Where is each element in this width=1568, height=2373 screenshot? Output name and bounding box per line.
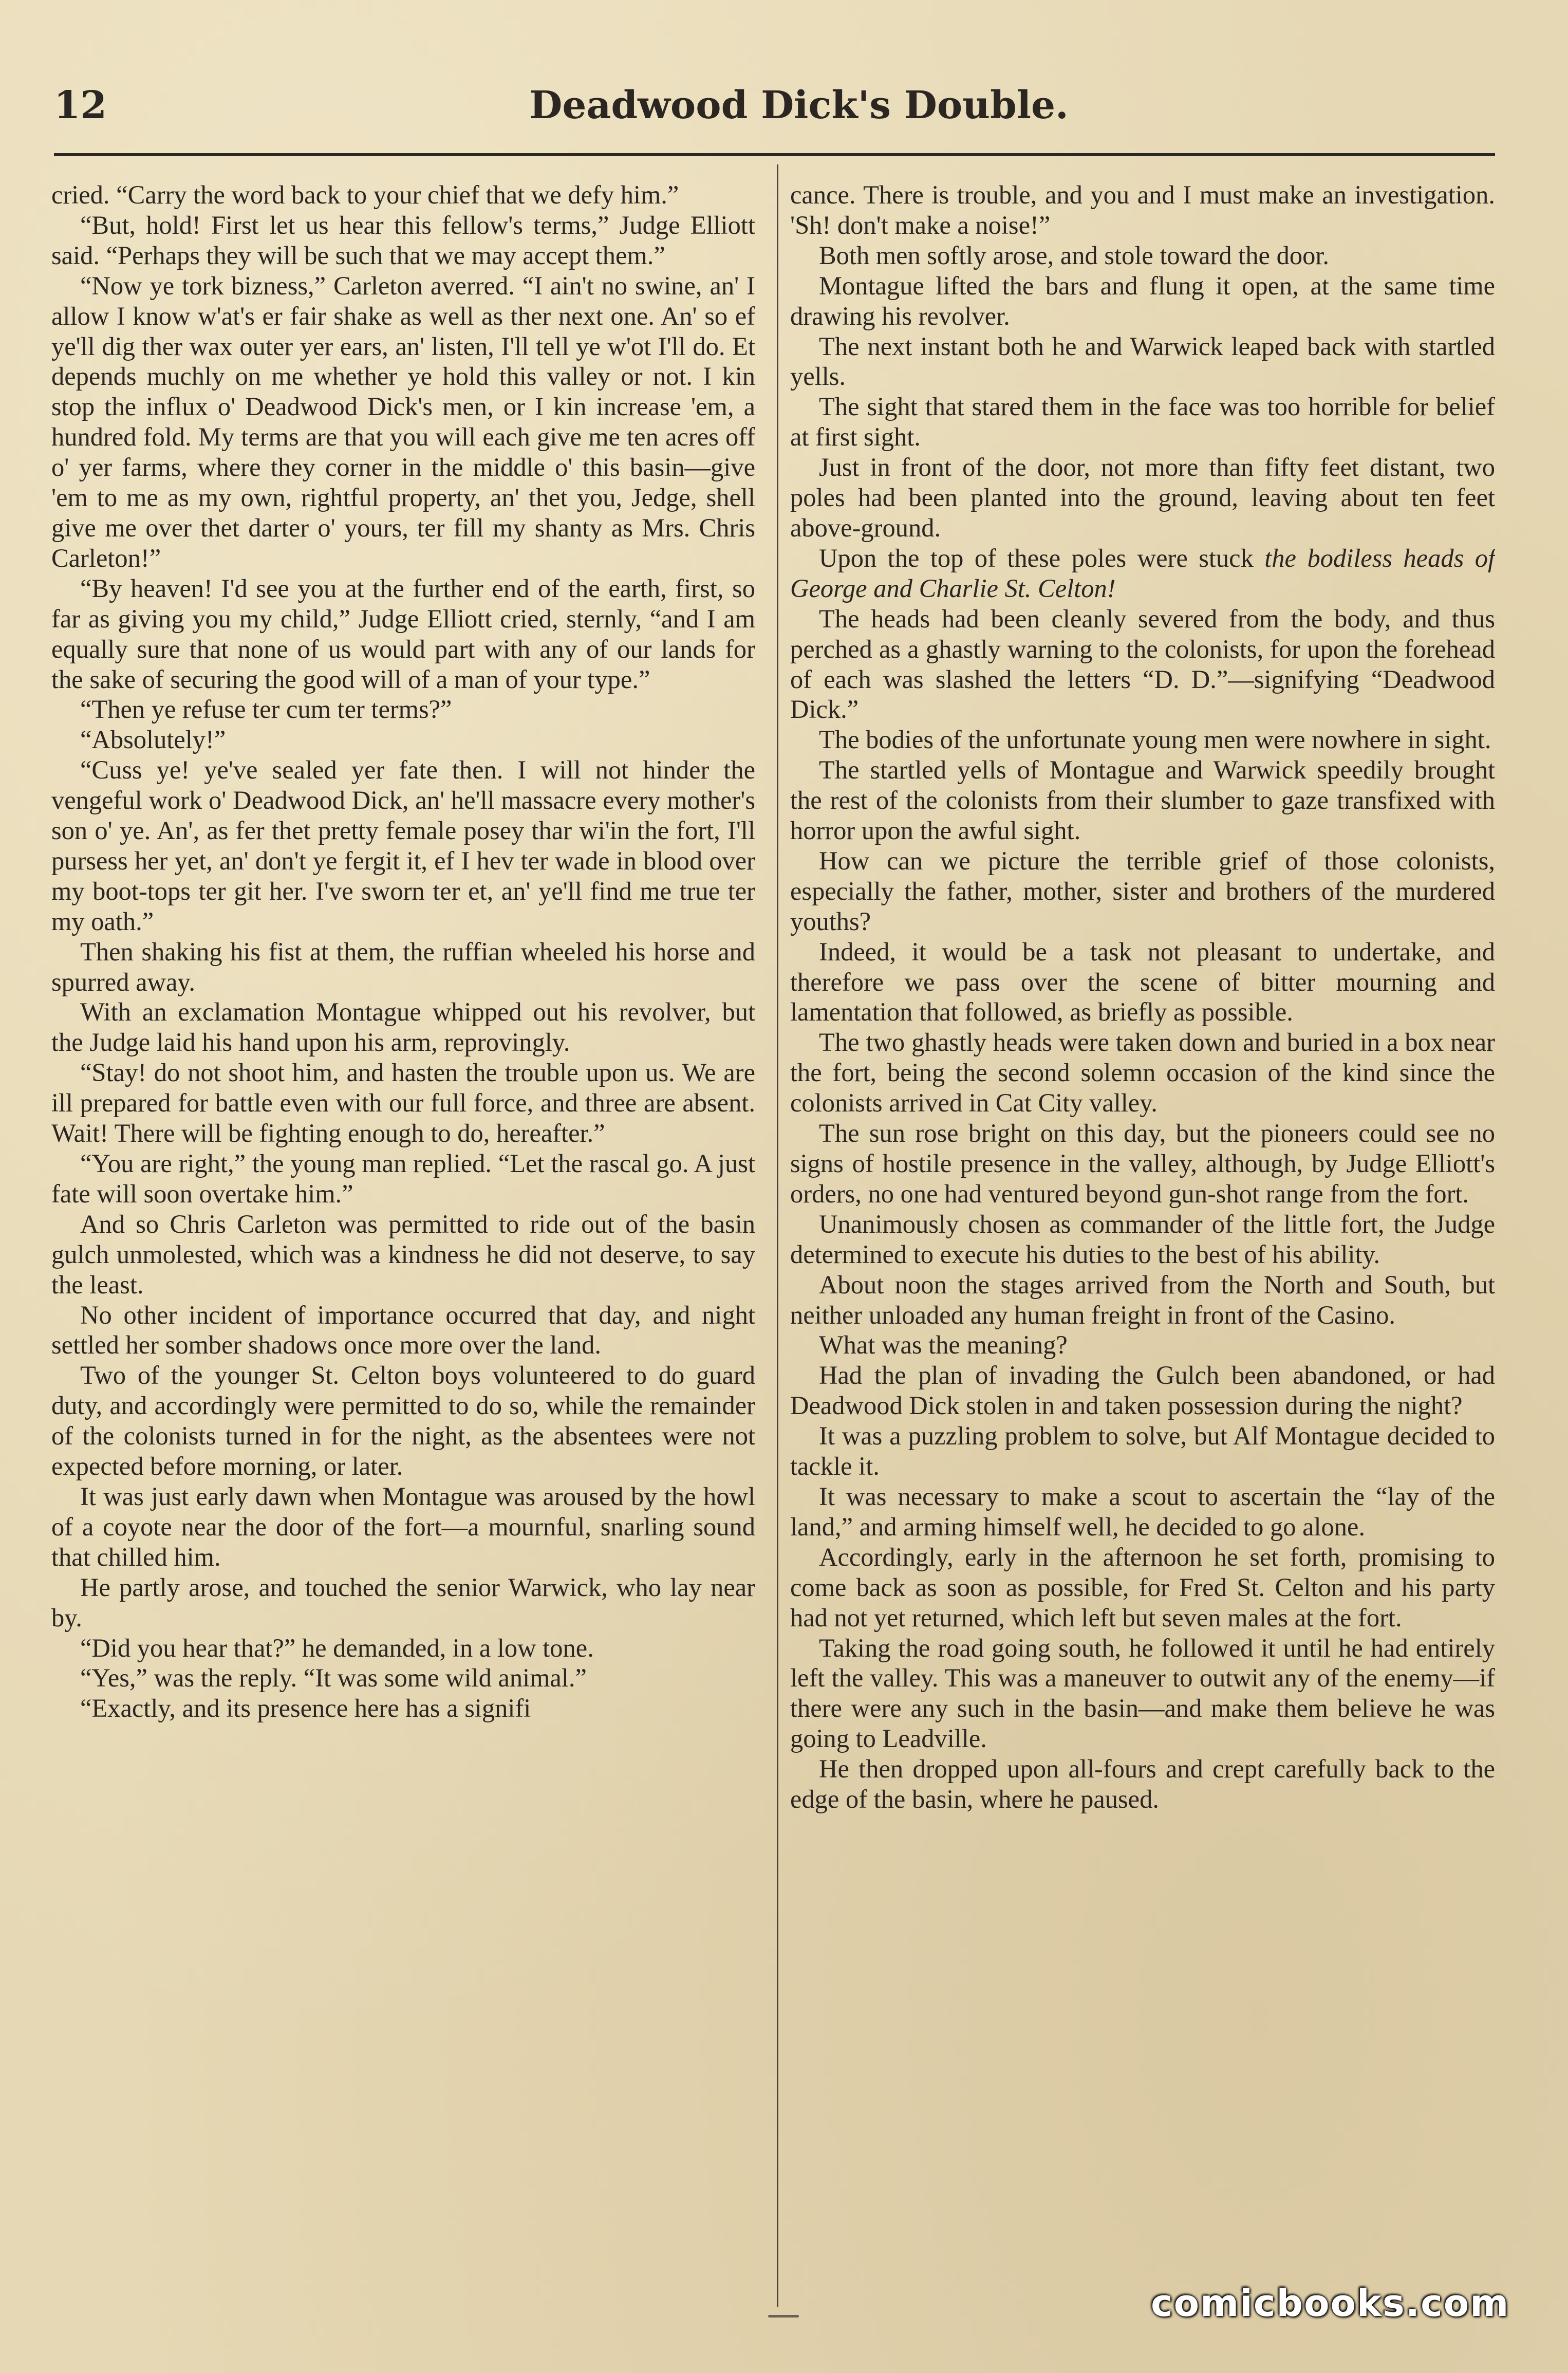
paragraph: “Did you hear that?” he demanded, in a low tone. <box>80 1633 594 1662</box>
paragraph: “Cuss ye! ye've sealed yer fate then. I will not hinder the vengeful work o' Deadwood Dick, an' he'll massacre every mother's son o' ye. An', as fer thet pretty female posey thar wi'in the fort, I'll pursess her yet, an' don't ye fergit it, ef I hev ter wade in blood over my boot-tops ter git her. I've sworn ter et, an' ye'll find me true ter my oath.” <box>51 755 755 936</box>
paragraph: “Now ye tork bizness,” Carleton averred. “I ain't no swine, an' I allow I know w'at's er fair shake as well as ther next one. An' so ef ye'll dig ther wax outer yer ears, an' listen, I'll tell ye w'ot I'll do. Et depends muchly on me whether ye hold this valley or not. I kin stop the influx o' Deadwood Dick's men, or I kin increase 'em, a hundred fold. My terms are that you will each give me ten acres off o' yer farms, where they corner in the middle o' this basin—give 'em to me as my own, rightful property, an' thet you, Jedge, shell give me over thet darter o' yours, ter fill my shanty as Mrs. Chris Carleton!” <box>51 271 755 572</box>
paragraph: The startled yells of Montague and Warwick speedily brought the rest of the colonists from their slumber to gaze transfixed with horror upon the awful sight. <box>790 755 1495 845</box>
page-header <box>0 0 1568 170</box>
paragraph: It was a puzzling problem to solve, but Alf Montague decided to tackle it. <box>790 1421 1495 1481</box>
paragraph: “Exactly, and its presence here has a signifi <box>80 1694 531 1723</box>
paragraph: The sight that stared them in the face was too horrible for belief at first sight. <box>790 392 1495 452</box>
paragraph: It was necessary to make a scout to ascertain the “lay of the land,” and arming himself well, he decided to go alone. <box>790 1481 1495 1541</box>
paragraph: He then dropped upon all-fours and crept carefully back to the edge of the basin, where he paused. <box>790 1754 1495 1814</box>
paragraph: What was the meaning? <box>819 1330 1068 1360</box>
paragraph: “Absolutely!” <box>80 725 226 754</box>
paragraph: Had the plan of invading the Gulch been abandoned, or had Deadwood Dick stolen in and taken possession during the night? <box>790 1361 1495 1420</box>
running-title: Deadwood Dick's Double. <box>529 83 1069 127</box>
footer-ornament <box>768 2315 799 2318</box>
paragraph: The bodies of the unfortunate young men were nowhere in sight. <box>819 725 1491 754</box>
paragraph: Accordingly, early in the afternoon he set forth, promising to come back as soon as possible, for Fred St. Celton and his party had not yet returned, which left but seven males at the fort. <box>790 1542 1495 1632</box>
paragraph: The two ghastly heads were taken down and buried in a box near the fort, being the second solemn occasion of the kind since the colonists arrived in Cat City valley. <box>790 1028 1495 1118</box>
page-number: 12 <box>54 83 107 127</box>
paragraph: “Yes,” was the reply. “It was some wild animal.” <box>80 1663 587 1693</box>
paragraph: cance. There is trouble, and you and I must make an investigation. 'Sh! don't make a noise!” <box>790 180 1495 239</box>
paragraph: He partly arose, and touched the senior Warwick, who lay near by. <box>51 1572 755 1632</box>
paragraph: The sun rose bright on this day, but the pioneers could see no signs of hostile presence in the valley, although, by Judge Elliott's orders, no one had ventured beyond gun-shot range from the fort. <box>790 1119 1495 1208</box>
header-rule <box>54 153 1495 156</box>
paragraph: No other incident of importance occurred that day, and night settled her somber shadows once more over the land. <box>51 1300 755 1360</box>
paragraph: With an exclamation Montague whipped out his revolver, but the Judge laid his hand upon his arm, reprovingly. <box>51 997 755 1057</box>
paragraph: Unanimously chosen as commander of the little fort, the Judge determined to execute his duties to the best of his ability. <box>790 1209 1495 1269</box>
left-column <box>51 180 755 2312</box>
paragraph: And so Chris Carleton was permitted to ride out of the basin gulch unmolested, which was a kindness he did not deserve, to say the least. <box>51 1209 755 1299</box>
paragraph: How can we picture the terrible grief of those colonists, especially the father, mother, sister and brothers of the murdered youths? <box>790 846 1495 936</box>
italic-phrase: the bodiless heads of George and Charlie St. Celton! <box>790 543 1495 603</box>
paragraph: About noon the stages arrived from the North and South, but neither unloaded any human freight in front of the Casino. <box>790 1270 1495 1329</box>
paragraph: “Stay! do not shoot him, and hasten the trouble upon us. We are ill prepared for battle even with our full force, and three are absent. Wait! There will be fighting enough to do, hereafter.” <box>51 1058 755 1148</box>
paragraph: It was just early dawn when Montague was aroused by the howl of a coyote near the door of the fort—a mournful, snarling sound that chilled him. <box>51 1481 755 1571</box>
paragraph: Montague lifted the bars and flung it open, at the same time drawing his revolver. <box>790 271 1495 330</box>
paragraph: Indeed, it would be a task not pleasant to undertake, and therefore we pass over the scene of bitter mourning and lamentation that followed, as briefly as possible. <box>790 937 1495 1027</box>
paragraph: Then shaking his fist at them, the ruffian wheeled his horse and spurred away. <box>51 937 755 996</box>
paragraph: “By heaven! I'd see you at the further end of the earth, first, so far as giving you my child,” Judge Elliott cried, sternly, “and I am equally sure that none of us would part with any of our lands for the sake of securing the good will of a man of your type.” <box>51 573 755 694</box>
paragraph: Both men softly arose, and stole toward the door. <box>819 240 1329 270</box>
watermark: comicbooks.com <box>1151 2282 1510 2325</box>
paragraph: Just in front of the door, not more than fifty feet distant, two poles had been planted into the ground, leaving about ten feet above-ground. <box>790 453 1495 542</box>
paragraph: “You are right,” the young man replied. “Let the rascal go. A just fate will soon overtake him.” <box>51 1149 755 1208</box>
paragraph: The next instant both he and Warwick leaped back with startled yells. <box>790 331 1495 391</box>
paragraph: cried. “Carry the word back to your chief that we defy him.” <box>51 180 679 209</box>
paragraph-with-italic <box>790 543 1495 604</box>
column-divider <box>777 164 778 2307</box>
paragraph: Taking the road going south, he followed it until he had entirely left the valley. This was a maneuver to outwit any of the enemy—if there were any such in the basin—and make them believe he was going to Leadville. <box>790 1633 1495 1753</box>
right-column <box>790 180 1495 2312</box>
paragraph: The heads had been cleanly severed from the body, and thus perched as a ghastly warning to the colonists, for upon the forehead of each was slashed the letters “D. D.”—signifying “Deadwood Dick.” <box>790 604 1495 724</box>
paragraph: “But, hold! First let us hear this fellow's terms,” Judge Elliott said. “Perhaps they will be such that we may accept them.” <box>51 210 755 270</box>
paragraph: “Then ye refuse ter cum ter terms?” <box>80 695 452 724</box>
paragraph-lead: Upon the top of these poles were stuck <box>819 543 1265 572</box>
paragraph: Two of the younger St. Celton boys volunteered to do guard duty, and accordingly were permitted to do so, while the remainder of the colonists turned in for the night, as the absentees were not expected before morning, or later. <box>51 1361 755 1481</box>
